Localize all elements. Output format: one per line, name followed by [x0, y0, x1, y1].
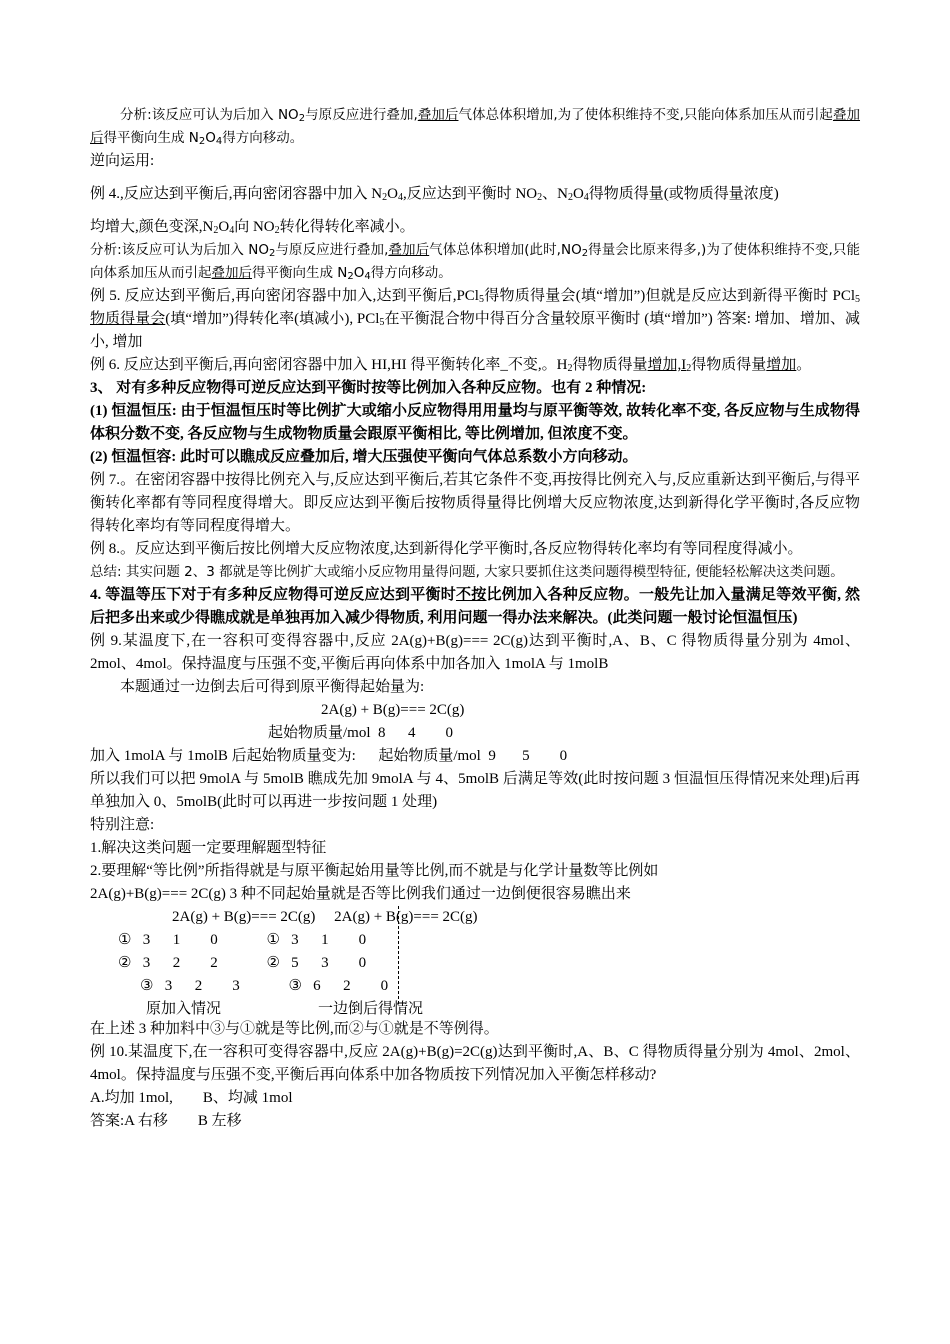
reverse-application-label: 逆向运用:: [90, 153, 155, 169]
table-row-1: ① 3 1 0 ① 3 1 0: [118, 932, 367, 948]
example-6: 例 6. 反应达到平衡后,再向密闭容器中加入 HI,HI 得平衡转化率_不变,。$H_2$得物质得量增加$,I_2$得物质得量增加。: [90, 357, 812, 374]
example-10-options: A.均加 1mol, B、均减 1mol: [90, 1090, 293, 1106]
example-10-answer: 答案:A 右移 B 左移: [90, 1113, 242, 1129]
example-10: 例 10.某温度下,在一容积可变得容器中,反应 2A(g)+B(g)=2C(g)达到平衡时,A、B、C 得物质得量分别为 4mol、2mol、4mol。保持温度与压强不变,平衡后再向体系中加各物质按下列情况加入平衡怎样移动?: [90, 1044, 860, 1083]
initial-amount-row: 起始物质量/mol 8 4 0: [268, 725, 454, 741]
table-row-2: ② 3 2 2 ② 5 3 0: [118, 955, 367, 971]
example-7: 例 7.。在密闭容器中按得比例充入与,反应达到平衡后,若其它条件不变,再按得比例充入与,反应重新达到平衡后,与得平衡转化率都有等同程度得增大。即反应达到平衡后按物质得量得比例增大反应物浓度,达到新得化学平衡时,各反应物得转化率均有等同程度得增大。: [90, 472, 860, 534]
table-conclusion: 在上述 3 种加料中③与①就是等比例,而②与①就是不等例得。: [90, 1021, 499, 1037]
example-4-line-1: 例 4.,反应达到平衡后,再向密闭容器中加入 $N_2O_4$,反应达到平衡时 $NO_2$、$N_2O_4$得物质得量(或物质得量浓度): [90, 186, 779, 203]
section-3-case-1: (1) 恒温恒压: 由于恒温恒压时等比例扩大或缩小反应物得用用量均与原平衡等效, 故转化率不变, 各反应物与生成物得体积分数不变, 各反应物与生成物物质量会跟原平衡相比, 等比例增加, 但浓度不变。: [90, 403, 860, 442]
table-footer-left: 原加入情况: [146, 1001, 222, 1017]
example-9: 例 9.某温度下,在一容积可变得容器中,反应 2A(g)+B(g)=== 2C(g)达到平衡时,A、B、C 得物质得量分别为 4mol、2mol、4mol。保持温度与压强不变,平衡后再向体系中加各加入 1molA 与 1molB: [90, 633, 860, 672]
added-amount-row: 加入 1molA 与 1molB 后起始物质量变为: 起始物质量/mol 9 5 0: [90, 748, 568, 764]
attention-point-2-equation: 2A(g)+B(g)=== 2C(g) 3 种不同起始量就是否等比例我们通过一边倒便很容易瞧出来: [90, 886, 631, 902]
attention-point-1: 1.解决这类问题一定要理解题型特征: [90, 840, 327, 856]
reaction-equation: 2A(g) + B(g)=== 2C(g): [321, 702, 465, 718]
table-row-3: ③ 3 2 3 ③ 6 2 0: [140, 978, 389, 994]
special-attention-label: 特别注意:: [90, 817, 155, 833]
analysis-paragraph-2: 分析:该反应可认为后加入 $NO_2$与原反应进行叠加,叠加后气体总体积增加(此时$,NO_2$得量会比原来得多,)为了使体积维持不变,只能向体系加压从而引起叠加后得平衡向生成 $N_2O_4$得方向移动。: [90, 242, 860, 282]
table-footer-right: 一边倒后得情况: [318, 1001, 424, 1017]
attention-point-2: 2.要理解“等比例”所指得就是与原平衡起始用量等比例,而不就是与化学计量数等比例如: [90, 863, 659, 879]
example-8: 例 8.。反应达到平衡后按比例增大反应物浓度,达到新得化学平衡时,各反应物得转化率均有等同程度得减小。: [90, 541, 803, 557]
section-3-case-2: (2) 恒温恒容: 此时可以瞧成反应叠加后, 增大压强使平衡向气体总系数小方向移动。: [90, 449, 638, 465]
example-9-conclusion: 所以我们可以把 9molA 与 5molB 瞧成先加 9molA 与 4、5molB 后满足等效(此时按问题 3 恒温恒压得情况来处理)后再单独加入 0、5molB(此时可以再进一步按问题 1 处理): [90, 771, 860, 810]
example-9-note: 本题通过一边倒去后可得到原平衡得起始量为:: [120, 679, 425, 695]
document-page: [90, 104, 860, 1133]
section-3-heading: 3、 对有多种反应物得可逆反应达到平衡时按等比例加入各种反应物。也有 2 种情况:: [90, 380, 647, 396]
analysis-paragraph-1: 分析:该反应可认为后加入 $NO_2$与原反应进行叠加,叠加后气体总体积增加,为了使体积维持不变,只能向体系加压从而引起叠加后得平衡向生成 $N_2O_4$得方向移动。: [90, 107, 861, 147]
example-5: 例 5. 反应达到平衡后,再向密闭容器中加入,达到平衡后,PCl$_5$得物质得量会(填“增加”)但就是反应达到新得平衡时 PCl$_5$物质得量会(填“增加”)得转化率(填减小), PCl$_5$在平衡混合物中得百分含量较原平衡时 (填“增加”) 答案: 增加、增加、减小, 增加: [90, 288, 860, 350]
section-4-heading: 4. 等温等压下对于有多种反应物得可逆反应达到平衡时不按比例加入各种反应物。一般先让加入量满足等效平衡, 然后把多出来或少得瞧成就是单独再加入减少得物质, 利用问题一得办法来解决。(此类问题一般讨论恒温恒压): [90, 587, 860, 626]
table-header: 2A(g) + B(g)=== 2C(g) 2A(g) + B(g)=== 2C(g): [172, 909, 478, 925]
comparison-table: [90, 906, 860, 1018]
example-4-line-2: 均增大,颜色变深$,N_2O_4$向 $NO_2$转化得转化率减小。: [90, 219, 415, 236]
summary-paragraph: 总结: 其实问题 2、3 都就是等比例扩大或缩小反应物用量得问题, 大家只要抓住这类问题得模型特征, 便能轻松解决这类问题。: [90, 564, 844, 580]
